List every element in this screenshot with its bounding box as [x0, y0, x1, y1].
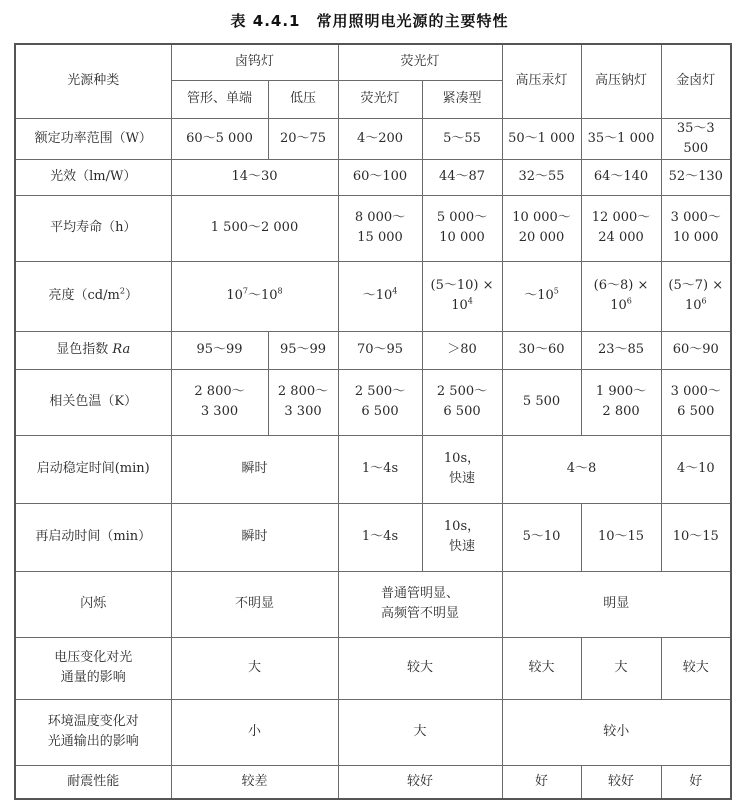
cell: [338, 369, 422, 435]
cell-line: 2 800～: [194, 384, 245, 399]
cell: 4～8: [502, 435, 661, 503]
cell: 5 500: [502, 369, 581, 435]
row-label: [15, 699, 171, 765]
cell: 4～10: [661, 435, 731, 503]
cell: 大: [581, 637, 661, 699]
cell-sup: 8: [277, 286, 283, 296]
cell: [171, 261, 338, 331]
row-label: 启动稳定时间(min): [15, 435, 171, 503]
cell-line: 2 800～: [277, 384, 329, 399]
cell: 较大: [661, 637, 731, 699]
cell: [502, 261, 581, 331]
cell-line: (5～10) ×: [430, 278, 494, 293]
cell-sup: 7: [242, 286, 248, 296]
header-mh: 金卤灯: [661, 44, 731, 118]
cell-text: ～10: [248, 288, 278, 303]
cell-line: 12 000～: [591, 210, 651, 225]
cell: 瞬时: [171, 503, 338, 571]
cell: [422, 261, 502, 331]
row-cri: [15, 331, 731, 369]
cell: 64～140: [581, 159, 661, 195]
cell-line: 1 900～: [595, 384, 647, 399]
label-line: 环境温度变化对: [47, 714, 139, 729]
row-label: 再启动时间（min）: [15, 503, 171, 571]
cell-line: 快速: [449, 539, 476, 554]
row-flicker: [15, 571, 731, 637]
cell-line: 2 500～: [354, 384, 406, 399]
cell: 较好: [581, 765, 661, 799]
cell: 60～90: [661, 331, 731, 369]
cell: 较小: [502, 699, 731, 765]
row-temperature: [15, 699, 731, 765]
cell: 44～87: [422, 159, 502, 195]
cell: 5～55: [422, 118, 502, 159]
cell: 60～100: [338, 159, 422, 195]
cell-line: 普通管明显、: [381, 586, 460, 601]
cell: 5～10: [502, 503, 581, 571]
cell: ＞80: [422, 331, 502, 369]
cell-text: 10: [451, 298, 468, 313]
row-label: [15, 261, 171, 331]
cell: [422, 503, 502, 571]
cell-line: 2 800: [602, 404, 640, 419]
label-text: 显色指数: [56, 342, 113, 357]
cell-sup: 5: [553, 286, 559, 296]
cell-sup: 6: [626, 296, 632, 306]
cell-line: 15 000: [357, 230, 403, 245]
cell: [661, 369, 731, 435]
cell: 52～130: [661, 159, 731, 195]
cell-text: 10: [226, 288, 243, 303]
row-label: 光效（lm/W）: [15, 159, 171, 195]
cell-line: 10 000～: [512, 210, 571, 225]
cell: 35～1 000: [581, 118, 661, 159]
cell-line: 6 500: [677, 404, 715, 419]
row-restart: [15, 503, 731, 571]
cell: [171, 369, 268, 435]
cell-line: 8 000～: [354, 210, 406, 225]
cell: 1 500～2 000: [171, 195, 338, 261]
table-title: 表 4.4.1 常用照明电光源的主要特性: [230, 12, 509, 30]
header-fluor-tube: 荧光灯: [338, 80, 422, 118]
cell: 较好: [338, 765, 502, 799]
cell-line: 10s，: [443, 519, 481, 534]
cell-line: 高频管不明显: [381, 606, 460, 621]
cell: [661, 261, 731, 331]
cell-line: (6～8) ×: [593, 278, 649, 293]
header-halogen: 卤钨灯: [171, 44, 338, 80]
cell: 好: [502, 765, 581, 799]
label-text: 亮度（cd/m: [48, 288, 120, 303]
label-line: 电压变化对光: [54, 650, 133, 665]
cell: 60～5 000: [171, 118, 268, 159]
cell: [581, 369, 661, 435]
cell: 1～4s: [338, 435, 422, 503]
label-line: 通量的影响: [60, 670, 126, 685]
row-life: [15, 195, 731, 261]
row-power: [15, 118, 731, 159]
cell: 95～99: [268, 331, 338, 369]
cell: 35～3 500: [661, 118, 731, 159]
row-label: 相关色温（K）: [15, 369, 171, 435]
cell-sup: 4: [467, 296, 473, 306]
cell: 14～30: [171, 159, 338, 195]
cell: 大: [338, 699, 502, 765]
cell-line: 2 500～: [436, 384, 488, 399]
cell: 小: [171, 699, 338, 765]
row-label: [15, 637, 171, 699]
cell-text: ～10: [524, 288, 554, 303]
header-type-label: 光源种类: [15, 44, 171, 118]
header-na: 高压钠灯: [581, 44, 661, 118]
cell: 1～4s: [338, 503, 422, 571]
cell: [581, 261, 661, 331]
cell-line: 20 000: [518, 230, 565, 245]
row-label: [15, 331, 171, 369]
row-label: 额定功率范围（W）: [15, 118, 171, 159]
cell-line: 6 500: [361, 404, 399, 419]
cell: 较大: [338, 637, 502, 699]
header-fluor-compact: 紧凑型: [422, 80, 502, 118]
cell: 较差: [171, 765, 338, 799]
row-luminance: [15, 261, 731, 331]
cell: 4～200: [338, 118, 422, 159]
cell: [338, 195, 422, 261]
cell-line: 5 000～: [436, 210, 488, 225]
cell-line: 10 000: [673, 230, 719, 245]
cell-line: 3 000～: [670, 384, 721, 399]
cell: 70～95: [338, 331, 422, 369]
cell: [581, 195, 661, 261]
cell: 瞬时: [171, 435, 338, 503]
cell: 30～60: [502, 331, 581, 369]
cell-sup: 6: [701, 296, 707, 306]
cell: 较大: [502, 637, 581, 699]
light-source-table: [14, 43, 732, 800]
cell-sup: 4: [392, 286, 398, 296]
cell-line: 6 500: [443, 404, 481, 419]
cell-line: (5～7) ×: [668, 278, 724, 293]
row-efficacy: [15, 159, 731, 195]
cell-line: 快速: [449, 471, 476, 486]
cell: [502, 195, 581, 261]
label-line: 光通输出的影响: [47, 734, 139, 749]
cell: 10～15: [661, 503, 731, 571]
label-text: ）: [124, 288, 138, 303]
header-halogen-low: 低压: [268, 80, 338, 118]
row-label: 耐震性能: [15, 765, 171, 799]
cell: 20～75: [268, 118, 338, 159]
header-fluorescent: 荧光灯: [338, 44, 502, 80]
header-halogen-tube: 管形、单端: [171, 80, 268, 118]
row-label: 平均寿命（h）: [15, 195, 171, 261]
cell-line: 3 300: [284, 404, 322, 419]
cell: [338, 261, 422, 331]
cell: [268, 369, 338, 435]
row-vibration: [15, 765, 731, 799]
cell: [422, 195, 502, 261]
row-label: 闪烁: [15, 571, 171, 637]
cell: 32～55: [502, 159, 581, 195]
cell-text: 10: [610, 298, 627, 313]
row-cct: [15, 369, 731, 435]
cell-line: 24 000: [598, 230, 644, 245]
cell: 好: [661, 765, 731, 799]
cell: 大: [171, 637, 338, 699]
cell: [422, 369, 502, 435]
cell: 明显: [502, 571, 731, 637]
label-ra: Ra: [112, 342, 131, 357]
label-sup: 2: [119, 286, 125, 296]
cell: [661, 195, 731, 261]
header-row-1: [15, 44, 731, 80]
cell-line: 3 300: [200, 404, 239, 419]
header-hg: 高压汞灯: [502, 44, 581, 118]
cell: 不明显: [171, 571, 338, 637]
cell-line: 3 000～: [670, 210, 721, 225]
cell: 23～85: [581, 331, 661, 369]
cell-text: ～10: [362, 288, 393, 303]
row-voltage: [15, 637, 731, 699]
cell: 95～99: [171, 331, 268, 369]
cell: [338, 571, 502, 637]
cell: 10～15: [581, 503, 661, 571]
row-startup: [15, 435, 731, 503]
cell: [422, 435, 502, 503]
cell: 50～1 000: [502, 118, 581, 159]
cell-text: 10: [684, 298, 702, 313]
cell-line: 10 000: [439, 230, 485, 245]
cell-line: 10s，: [443, 451, 481, 466]
